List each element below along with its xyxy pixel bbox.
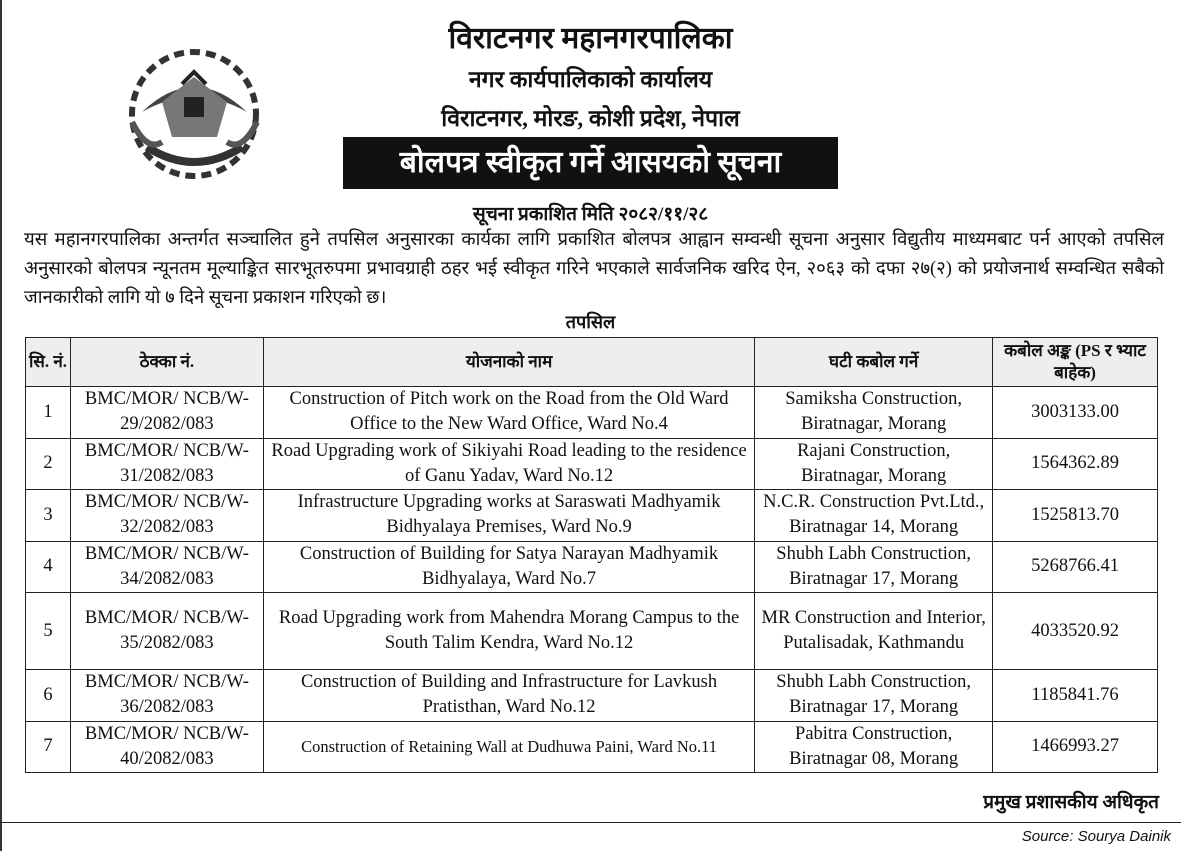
cell-amount: 1466993.27: [993, 721, 1158, 773]
cell-contract: BMC/MOR/ NCB/W-32/2082/083: [70, 490, 263, 542]
office-address: विराटनगर, मोरङ, कोशी प्रदेश, नेपाल: [441, 106, 740, 131]
table-row: [26, 438, 1158, 490]
cell-bidder: Samiksha Construction, Biratnagar, Morang: [755, 387, 993, 439]
cell-project: Construction of Retaining Wall at Dudhuwa Paini, Ward No.11: [263, 721, 754, 773]
col-header-bidder: घटी कबोल गर्ने: [755, 338, 993, 387]
cell-sn: 2: [26, 438, 71, 490]
cell-sn: 3: [26, 490, 71, 542]
cell-contract: BMC/MOR/ NCB/W-29/2082/083: [70, 387, 263, 439]
source-credit: Source: Sourya Dainik: [1021, 828, 1171, 845]
cell-bidder: Rajani Construction, Biratnagar, Morang: [755, 438, 993, 490]
publish-date: सूचना प्रकाशित मिति २०८२/११/२८: [472, 204, 709, 225]
cell-contract: BMC/MOR/ NCB/W-36/2082/083: [70, 670, 263, 722]
cell-amount: 1564362.89: [993, 438, 1158, 490]
awarded-bids-table: [25, 337, 1158, 773]
cell-project: Road Upgrading work from Mahendra Morang Campus to the South Talim Kendra, Ward No.12: [263, 593, 754, 670]
col-header-amount: कबोल अङ्क (PS र भ्याट बाहेक): [993, 338, 1158, 387]
cell-contract: BMC/MOR/ NCB/W-35/2082/083: [70, 593, 263, 670]
cell-sn: 5: [26, 593, 71, 670]
office-subtitle: नगर कार्यपालिकाको कार्यालय: [468, 67, 713, 92]
table-row: [26, 721, 1158, 773]
cell-project: Road Upgrading work of Sikiyahi Road leading to the residence of Ganu Yadav, Ward No.12: [263, 438, 754, 490]
cell-bidder: Pabitra Construction, Biratnagar 08, Morang: [755, 721, 993, 773]
table-title: तपसिल: [565, 312, 616, 332]
cell-contract: BMC/MOR/ NCB/W-40/2082/083: [70, 721, 263, 773]
notice-body: यस महानगरपालिका अन्तर्गत सञ्चालित हुने तपसिल अनुसारका कार्यका लागि प्रकाशित बोलपत्र आह्वान सम्वन्धी सूचना अनुसार विद्युतीय माध्यमबाट पर्न आएको तपसिल अनुसारको बोलपत्र न्यूनतम मूल्याङ्कित सारभूतरुपमा प्रभावग्राही ठहर भई स्वीकृत गरिने भएकाले सार्वजनिक खरिद ऐन, २०६३ को दफा २७(२) को प्रयोजनार्थ सम्वन्धित सबैको जानकारीको लागि यो ७ दिने सूचना प्रकाशन गरिएको छ।: [24, 230, 1164, 308]
divider: [0, 822, 1181, 823]
cell-contract: BMC/MOR/ NCB/W-31/2082/083: [70, 438, 263, 490]
cell-project: Construction of Building and Infrastructure for Lavkush Pratisthan, Ward No.12: [263, 670, 754, 722]
table-row: [26, 670, 1158, 722]
signature-title: प्रमुख प्रशासकीय अधिकृत: [983, 792, 1159, 813]
table-header-row: [26, 338, 1158, 387]
cell-bidder: N.C.R. Construction Pvt.Ltd., Biratnagar 14, Morang: [755, 490, 993, 542]
cell-bidder: MR Construction and Interior, Putalisadak, Kathmandu: [755, 593, 993, 670]
cell-amount: 4033520.92: [993, 593, 1158, 670]
cell-sn: 7: [26, 721, 71, 773]
table-row: [26, 593, 1158, 670]
col-header-project: योजनाको नाम: [263, 338, 754, 387]
cell-contract: BMC/MOR/ NCB/W-34/2082/083: [70, 541, 263, 593]
col-header-contract: ठेक्का नं.: [70, 338, 263, 387]
table-row: [26, 490, 1158, 542]
table-row: [26, 541, 1158, 593]
cell-amount: 1185841.76: [993, 670, 1158, 722]
cell-sn: 4: [26, 541, 71, 593]
cell-project: Construction of Building for Satya Narayan Madhyamik Bidhyalaya, Ward No.7: [263, 541, 754, 593]
cell-amount: 1525813.70: [993, 490, 1158, 542]
cell-project: Construction of Pitch work on the Road from the Old Ward Office to the New Ward Office, Ward No.4: [263, 387, 754, 439]
municipality-title: विराटनगर महानगरपालिका: [448, 22, 733, 55]
cell-sn: 1: [26, 387, 71, 439]
cell-project: Infrastructure Upgrading works at Saraswati Madhyamik Bidhyalaya Premises, Ward No.9: [263, 490, 754, 542]
cell-sn: 6: [26, 670, 71, 722]
cell-bidder: Shubh Labh Construction, Biratnagar 17, Morang: [755, 541, 993, 593]
notice-banner: बोलपत्र स्वीकृत गर्ने आसयको सूचना: [343, 137, 838, 189]
cell-amount: 3003133.00: [993, 387, 1158, 439]
table-row: [26, 387, 1158, 439]
col-header-sn: सि. नं.: [26, 338, 71, 387]
cell-bidder: Shubh Labh Construction, Biratnagar 17, Morang: [755, 670, 993, 722]
cell-amount: 5268766.41: [993, 541, 1158, 593]
